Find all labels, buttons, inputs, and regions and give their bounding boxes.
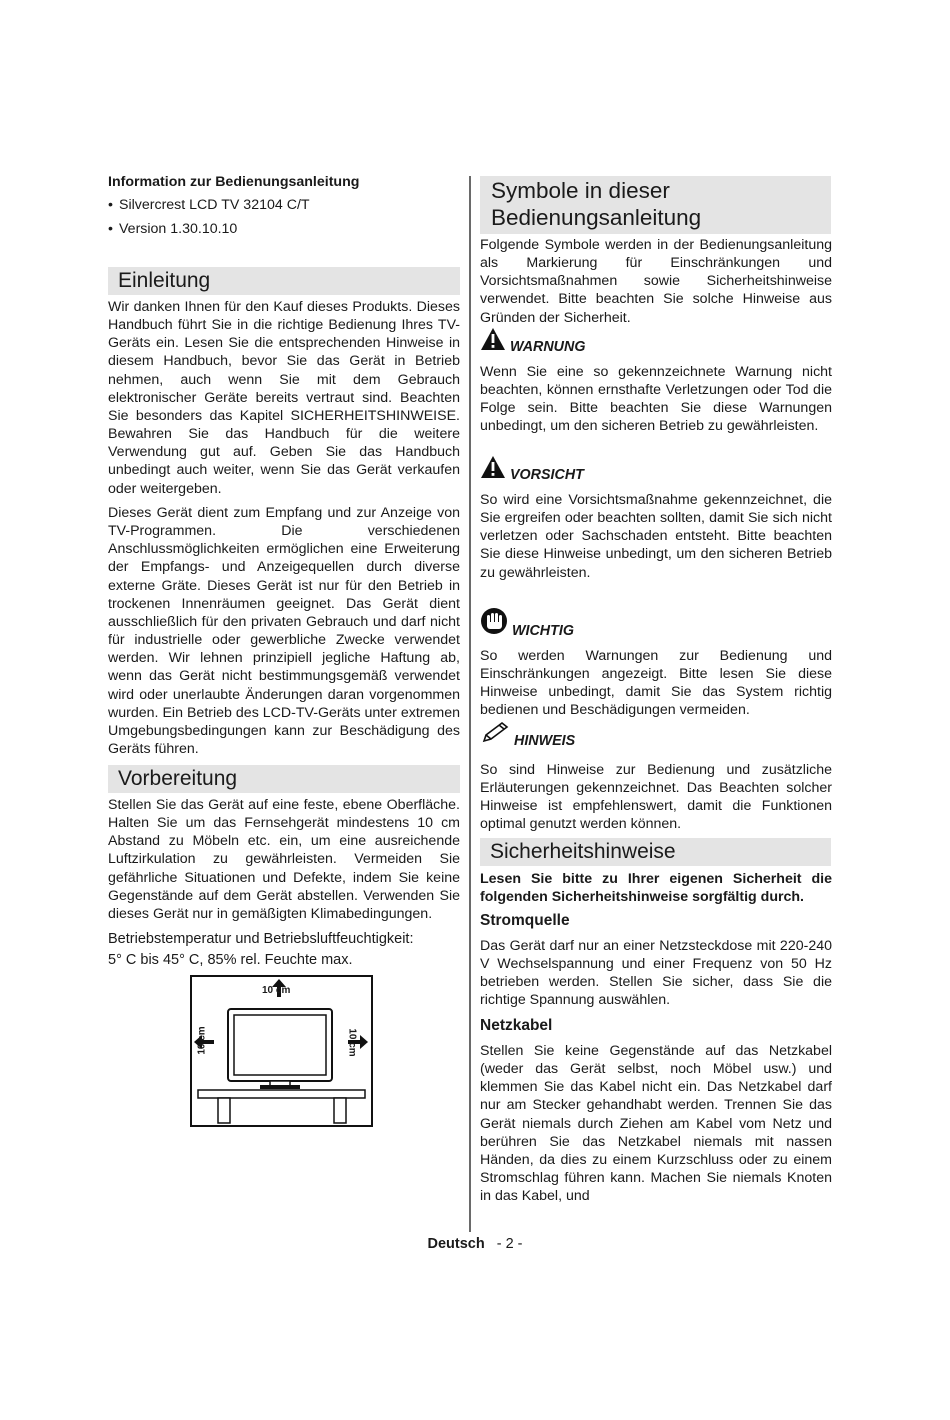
- distance-label-top: 10 cm: [262, 985, 291, 996]
- hinweis-text: So sind Hinweise zur Bedienung und zusätzliche Erläuterungen gekennzeichnet. Das Beachten solcher Hinweise ist empfehlenswert, damit die Funktionen optimal genutzt werden können.: [480, 762, 832, 833]
- list-item: • Silvercrest LCD TV 32104 C/T: [108, 196, 460, 214]
- vorsicht-label: VORSICHT: [510, 467, 584, 483]
- einleitung-paragraph-1: Wir danken Ihnen für den Kauf dieses Produkts. Dieses Handbuch führt Sie in die richtige Bedienung Ihres TV-Geräts ein. Lesen Sie die entsprechenden Hinweise in diesem Handbuch, bevor Sie das Gerät in Betrieb nehmen, auch wenn Sie mit dem Gebrauch elektronischer Geräte bereits vertraut sind. Beachten Sie besonders das Kapitel SICHERHEITSHINWEISE. Bewahren Sie das Handbuch für die weitere Verwendung gut auf. Geben Sie das Handbuch unbedingt auch weiter, wenn Sie das Gerät verkaufen oder weitergeben.: [108, 299, 460, 497]
- pencil-icon: [480, 721, 510, 750]
- sicherheit-intro: Lesen Sie bitte zu Ihrer eigenen Sicherheit die folgenden Sicherheitshinweise sorgfältig durch.: [480, 871, 832, 906]
- hinweis-label: HINWEIS: [514, 733, 576, 749]
- wichtig-header: [480, 610, 832, 640]
- distance-label-right: 10 cm: [346, 1028, 358, 1057]
- page-footer: [0, 1236, 950, 1252]
- wichtig-label: WICHTIG: [512, 623, 574, 639]
- symbole-title-line-1: Symbole in dieser: [491, 178, 670, 203]
- section-title-symbole: [480, 176, 831, 234]
- hinweis-header: [480, 724, 832, 750]
- distance-label-left: 10 cm: [196, 1026, 208, 1055]
- netzkabel-title: Netzkabel: [480, 1017, 553, 1034]
- symbole-title-line-2: Bedienungsanleitung: [491, 205, 702, 230]
- section-title-sicherheit: Sicherheitshinweise: [480, 838, 831, 866]
- warnung-label: WARNUNG: [510, 339, 586, 355]
- column-divider: [469, 176, 471, 1232]
- temperature-label: Betriebstemperatur und Betriebsluftfeuchtigkeit:: [108, 931, 414, 947]
- section-title-vorbereitung: Vorbereitung: [108, 765, 460, 793]
- wichtig-text: So werden Warnungen zur Bedienung und Einschränkungen angezeigt. Bitte lesen Sie diese Hinweise unbedingt, damit Sie das System richtig bedienen und Beschädigungen vermeiden.: [480, 648, 832, 719]
- vorbereitung-paragraph-1: Stellen Sie das Gerät auf eine feste, ebene Oberfläche. Halten Sie um das Fernsehgerät mindestens 10 cm Abstand zu Möbeln etc. ein, um eine ausreichende Luftzirkulation zu gewährleisten. Vermeiden Sie gefährliche Situationen und Defekte, indem Sie keine Gegenstände auf dem Gerät abstellen. Verwenden Sie dieses Gerät nur in gemäßigten Klimabedingungen.: [108, 797, 460, 922]
- footer-language: Deutsch: [427, 1236, 485, 1252]
- stromquelle-title: Stromquelle: [480, 912, 570, 929]
- vorsicht-text: So wird eine Vorsichtsmaßnahme gekennzeichnet, die Sie ergreifen oder beachten sollten, damit Sie sich nicht verletzen oder Sachschaden entsteht. Bitte beachten Sie diese Hinweise unbedingt, um den sicheren Betrieb zu gewährleisten.: [480, 492, 832, 581]
- netzkabel-text: Stellen Sie keine Gegenstände auf das Netzkabel (weder das Gerät selbst, noch Möbel usw.) und klemmen Sie das Kabel nicht ein. Das Netzkabel darf nur am Stecker gehandhabt werden. Trennen Sie das Gerät niemals durch Ziehen am Kabel vom Netz und berühren Sie das Netzkabel niemals mit nassen Händen, da dies zu einem Kurzschluss oder zu einem Stromschlag führen kann. Machen Sie niemals Knoten in das Kabel, und: [480, 1043, 832, 1205]
- info-list: [108, 196, 460, 238]
- warning-triangle-icon: [480, 327, 506, 356]
- warnung-header: [480, 330, 832, 356]
- info-block: [108, 172, 460, 238]
- warnung-text: Wenn Sie eine so gekennzeichnete Warnung nicht beachten, können ernsthafte Verletzungen oder Tod die Folge sein. Bitte beachten Sie diese Warnungen unbedingt, um den sicheren Betrieb zu gewährleisten.: [480, 364, 832, 435]
- info-heading: Information zur Bedienungsanleitung: [108, 174, 360, 190]
- hand-stop-icon: [480, 607, 508, 640]
- symbole-intro: Folgende Symbole werden in der Bedienungsanleitung als Markierung für Einschränkungen und Vorsichtsmaßnahmen sowie Sicherheitshinweise verwendet. Bitte beachten Sie solche Hinweise aus Gründen der Sicherheit.: [480, 237, 832, 326]
- section-title-einleitung: Einleitung: [108, 267, 460, 295]
- list-item: • Version 1.30.10.10: [108, 220, 460, 238]
- einleitung-paragraph-2: Dieses Gerät dient zum Empfang und zur Anzeige von TV-Programmen. Die verschiedenen Anschlussmöglichkeiten ermöglichen eine Erweiterung der Empfangs- und Anzeigequellen durch diverse externe Gräte. Dieses Gerät ist nur für den Betrieb in trockenen Innenräumen geeignet. Das Gerät dient ausschließlich für den privaten Gebrauch und darf nicht für industrielle oder gewerbliche Zwecke verwendet werden. Wir lehnen prinzipiell jegliche Haftung ab, wenn das Gerät nicht bestimmungsgemäß verwendet wird oder unerlaubte Änderungen daran vorgenommen wurden. Ein Betrieb des LCD-TV-Geräts unter extremen Umgebungsbedingungen kann zur Beschädigung des Geräts führen.: [108, 505, 460, 758]
- temperature-value: 5° C bis 45° C, 85% rel. Feuchte max.: [108, 952, 353, 968]
- page-number: - 2 -: [496, 1236, 523, 1252]
- vorsicht-header: [480, 458, 832, 484]
- caution-triangle-icon: [480, 455, 506, 484]
- tv-placement-diagram: [190, 975, 373, 1127]
- stromquelle-text: Das Gerät darf nur an einer Netzsteckdose mit 220-240 V Wechselspannung und einer Frequenz von 50 Hz betrieben werden. Stellen Sie sicher, dass Sie die richtige Spannung auswählen.: [480, 938, 832, 1009]
